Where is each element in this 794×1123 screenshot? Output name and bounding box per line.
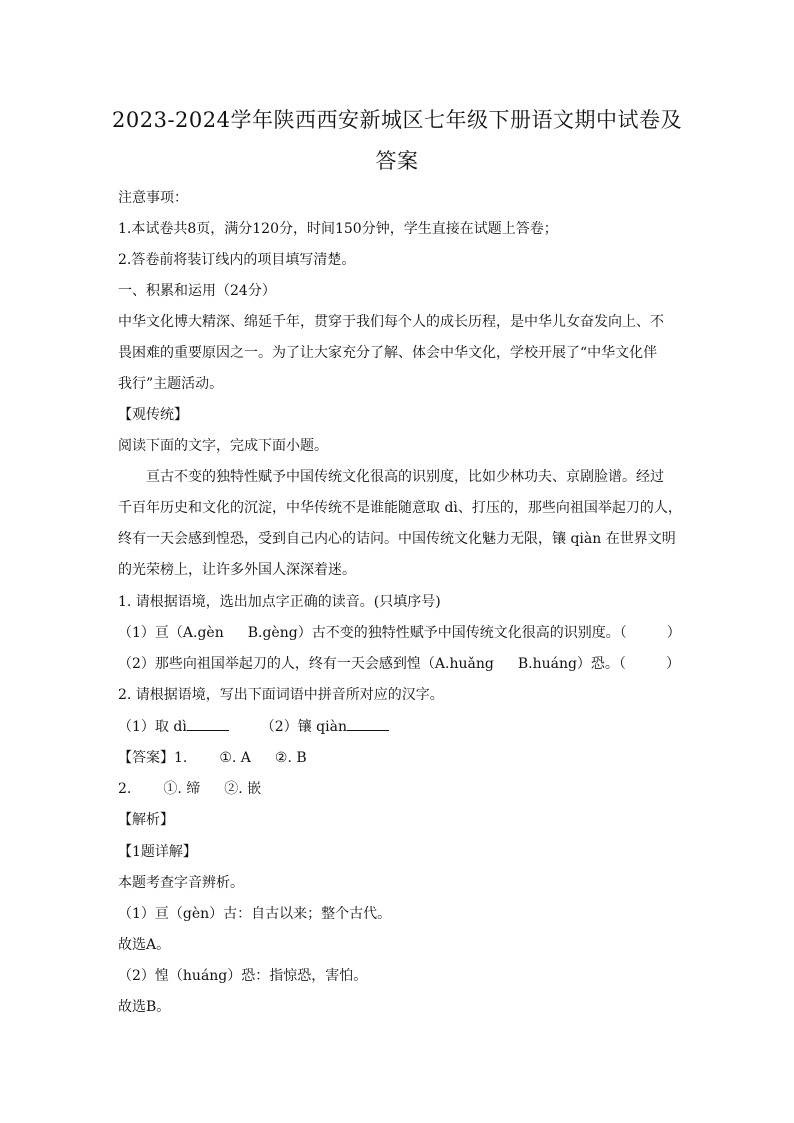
notes-header: 注意事项： <box>118 190 188 206</box>
question-1-part-1-b: B.gèng）古不变的独特性赋予中国传统文化很高的识别度。（ <box>247 625 627 641</box>
question-1-part-1 <box>118 622 681 642</box>
analysis-line-5: 故选B。 <box>118 999 171 1015</box>
section-heading: 一、积累和运用（24分） <box>118 283 276 299</box>
notes-item-1: 1.本试卷共8页，满分120分，时间150分钟，学生直接在试题上答卷； <box>118 221 558 237</box>
answer-2-number: 2. <box>118 781 132 797</box>
question-1-part-1-a: （1）亘（A.gèn <box>118 625 224 641</box>
notes-item-2: 2.答卷前将装订线内的项目填写清楚。 <box>118 252 356 268</box>
answer-line-1 <box>118 747 307 767</box>
analysis-label: 【解析】 <box>118 812 174 828</box>
intro-line-1: 中华文化博大精深、绵延千年，贯穿于我们每个人的成长历程，是中华儿女奋发向上、不 <box>118 314 664 330</box>
analysis-line-2: （1）亘（gèn）古：自古以来；整个古代。 <box>118 906 392 922</box>
question-1-prompt: 1. 请根据语境，选出加点字正确的读音。(只填序号) <box>118 594 441 610</box>
answer-1-1: ①. A <box>219 750 251 766</box>
intro-line-3: 我行”主题活动。 <box>118 376 224 392</box>
answer-2-1: ①. 缔 <box>163 781 201 797</box>
question-1-part-2-b: B.huáng）恐。（ <box>517 656 626 672</box>
question-1-part-2-a: （2）那些向祖国举起刀的人，终有一天会感到惶（A.huǎng <box>118 656 494 672</box>
sub-heading: 【观传统】 <box>118 407 188 423</box>
question-1-part-2-end: ） <box>665 656 680 672</box>
answer-label: 【答案】1. <box>118 750 188 766</box>
answer-1-2: ②. B <box>274 750 307 766</box>
document-title-line2: 答案 <box>375 149 419 173</box>
analysis-line-3: 故选A。 <box>118 937 171 953</box>
question-2-part-1: （1）取 dì <box>118 719 187 735</box>
question-2-part-2: （2）镶 qiàn <box>260 719 347 735</box>
passage-line-2: 千百年历史和文化的沉淀，中华传统不是谁能随意取 dì、打压的，那些向祖国举起刀的人， <box>118 500 682 516</box>
intro-line-2: 畏困难的重要原因之一。为了让大家充分了解、体会中华文化，学校开展了“中华文化伴 <box>118 345 658 361</box>
passage-line-1: 亘古不变的独特性赋予中国传统文化很高的识别度，比如少林功夫、京剧脸谱。经过 <box>146 469 664 485</box>
answer-blank-2 <box>347 718 389 731</box>
answer-2-2: ②. 嵌 <box>224 781 262 797</box>
document-title-line1: 2023-2024学年陕西西安新城区七年级下册语文期中试卷及 <box>112 108 682 132</box>
instruction: 阅读下面的文字，完成下面小题。 <box>118 438 328 454</box>
analysis-line-4: （2）惶（huáng）恐：指惊恐，害怕。 <box>118 968 368 984</box>
analysis-detail-label: 【1题详解】 <box>118 844 197 860</box>
question-2-prompt: 2. 请根据语境，写出下面词语中拼音所对应的汉字。 <box>118 687 444 703</box>
question-2-parts <box>118 716 389 736</box>
passage-line-4: 的光荣榜上，让许多外国人深深着迷。 <box>118 562 356 578</box>
question-1-part-1-end: ） <box>666 625 681 641</box>
analysis-line-1: 本题考查字音辨析。 <box>118 875 244 891</box>
question-1-part-2 <box>118 653 680 673</box>
passage-line-3: 终有一天会感到惶恐，受到自己内心的诘问。中国传统文化魅力无限，镶 qiàn 在世界文明 <box>118 531 676 547</box>
answer-line-2 <box>118 778 261 798</box>
answer-blank-1 <box>187 718 229 731</box>
